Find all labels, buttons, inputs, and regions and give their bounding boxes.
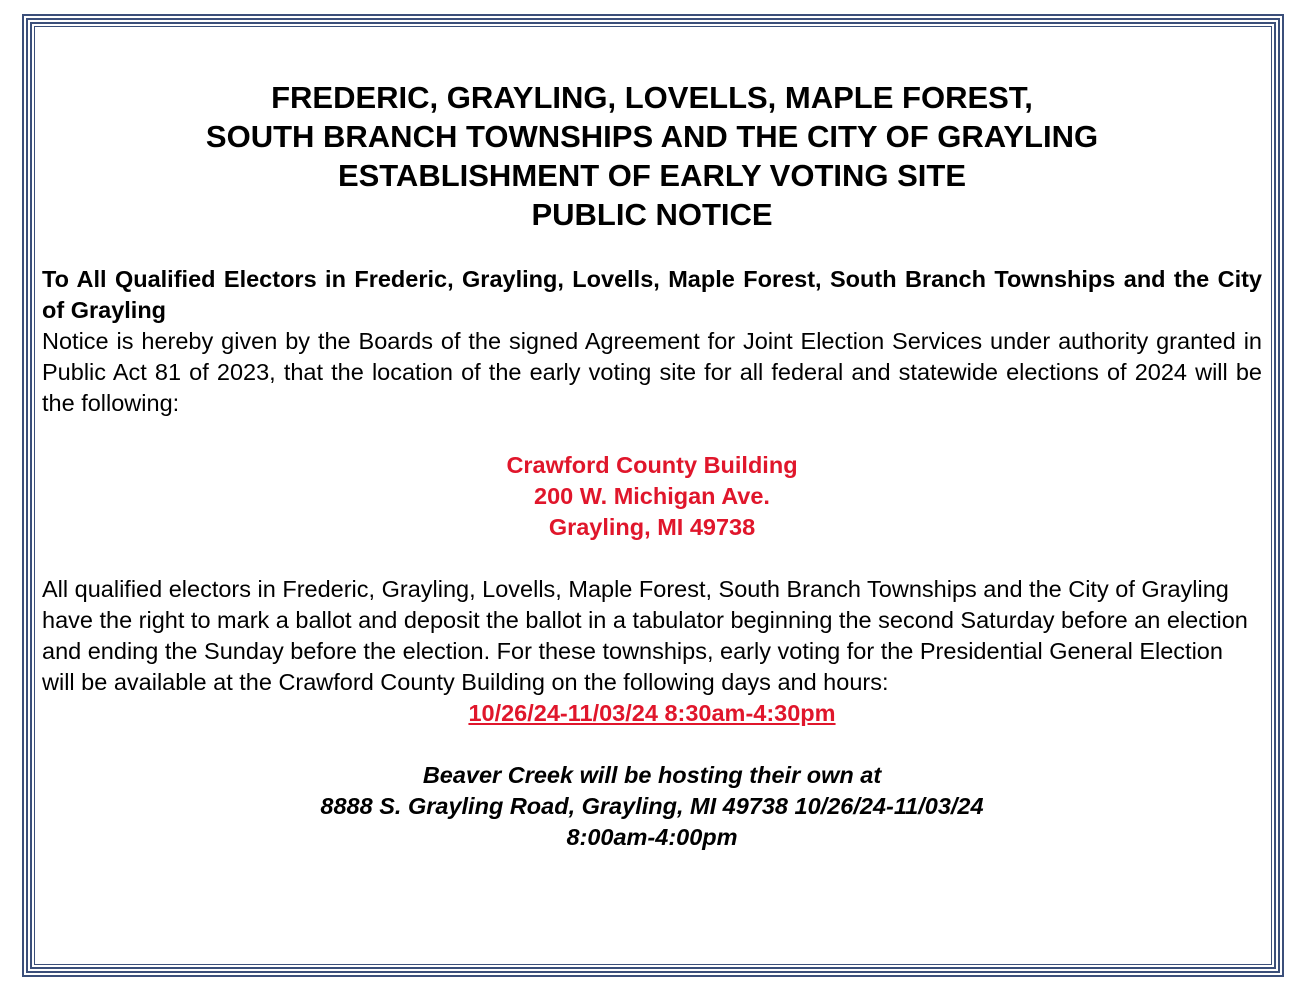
addressed-to-heading: To All Qualified Electors in Frederic, Grayling, Lovells, Maple Forest, South Branch Townships and the City of Grayling (42, 266, 1262, 323)
notice-paragraph: Notice is hereby given by the Boards of the signed Agreement for Joint Election Services under authority granted in Public Act 81 of 2023, that the location of the early voting site for all federal and statewide elections of 2024 will be the following: (42, 328, 1262, 416)
beaver-line-1: Beaver Creek will be hosting their own at (422, 762, 882, 788)
notice-content (42, 78, 1262, 853)
notice-title (42, 78, 1262, 234)
title-line-1: FREDERIC, GRAYLING, LOVELLS, MAPLE FOREST, (271, 80, 1033, 115)
site-name: Crawford County Building (506, 452, 798, 478)
title-line-3: ESTABLISHMENT OF EARLY VOTING SITE (337, 158, 967, 193)
rights-paragraph: All qualified electors in Frederic, Grayling, Lovells, Maple Forest, South Branch Townships and the City of Grayling have the right to mark a ballot and deposit the ballot in a tabulator beginning the second Saturday before an election and ending the Sunday before the election. For these townships, early voting for the Presidential General Election will be available at the Crawford County Building on the following days and hours: (42, 576, 1248, 695)
beaver-line-2: 8888 S. Grayling Road, Grayling, MI 49738 10/26/24-11/03/24 (320, 793, 984, 819)
voting-hours: 10/26/24-11/03/24 8:30am-4:30pm (468, 700, 836, 726)
title-line-2: SOUTH BRANCH TOWNSHIPS AND THE CITY OF GRAYLING (205, 119, 1099, 154)
beaver-creek-note (42, 760, 1262, 853)
voting-site-address (42, 450, 1262, 543)
site-street: 200 W. Michigan Ave. (534, 483, 770, 509)
site-city: Grayling, MI 49738 (548, 514, 756, 540)
beaver-line-3: 8:00am-4:00pm (566, 824, 738, 850)
title-line-4: PUBLIC NOTICE (531, 197, 773, 232)
